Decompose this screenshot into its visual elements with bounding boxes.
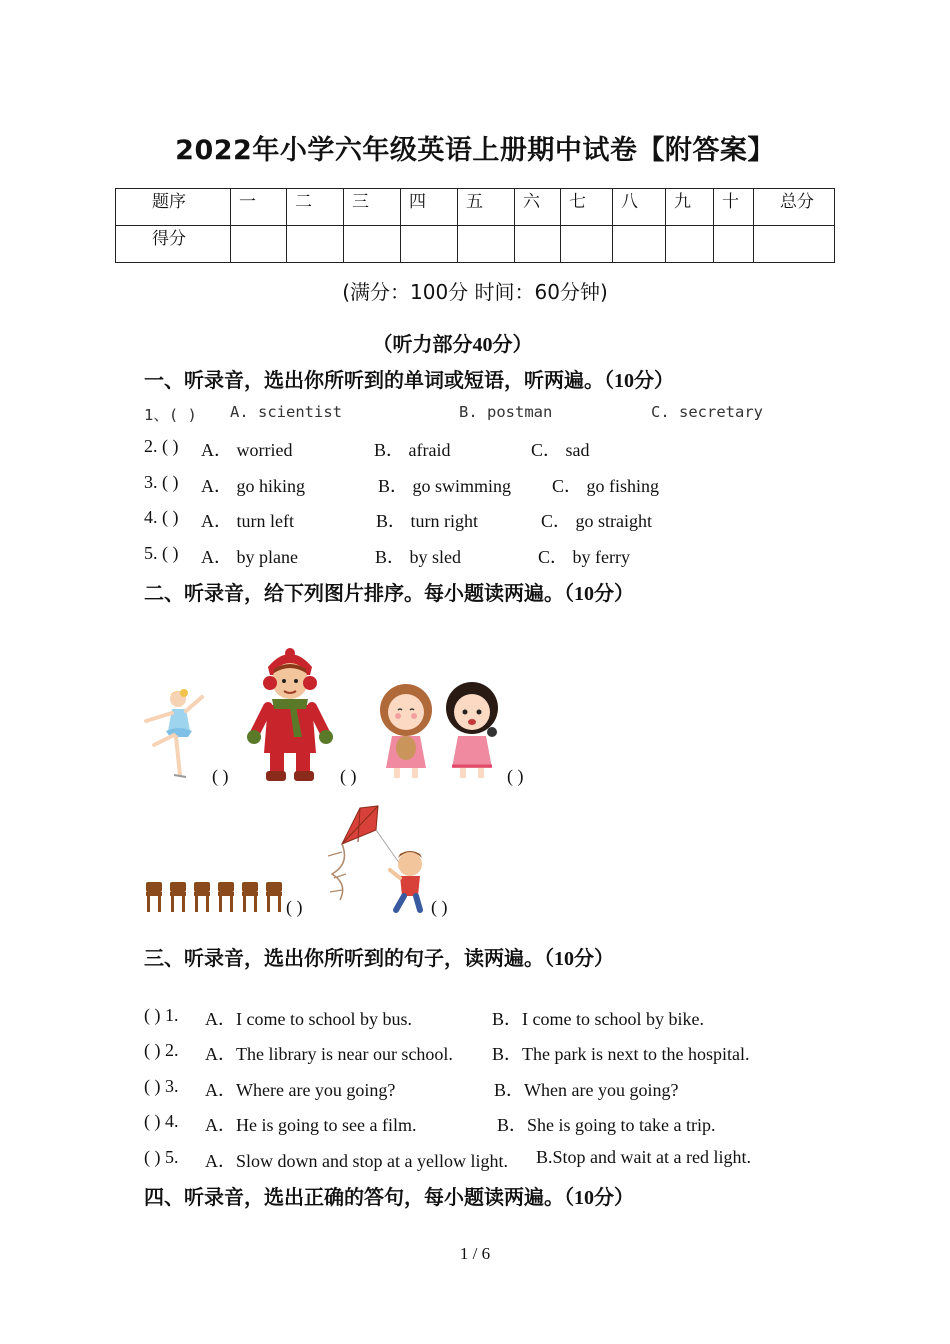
score-col-10: 十 — [714, 189, 754, 226]
q2-option-c: C． sad — [531, 440, 590, 460]
picture-3-answer[interactable]: ( ) — [507, 766, 524, 786]
score-col-3: 三 — [344, 189, 401, 226]
q4-number: 4. ( ) — [144, 507, 179, 527]
q4-option-c: C． go straight — [541, 511, 652, 531]
chairs-image — [144, 880, 286, 914]
q5-number: 5. ( ) — [144, 543, 179, 563]
q1-option-b: B. postman — [459, 403, 553, 421]
score-col-9: 九 — [666, 189, 714, 226]
s3-q2-option-b: B．The park is next to the hospital. — [492, 1044, 750, 1064]
q4-option-a: A． turn left — [201, 511, 294, 531]
score-table-header-row — [116, 189, 835, 226]
s3-q5-option-b: B.Stop and wait at a red light. — [536, 1147, 751, 1167]
score-col-7: 七 — [561, 189, 613, 226]
q5-option-c: C． by ferry — [538, 547, 630, 567]
score-col-total: 总分 — [754, 189, 835, 226]
q3-option-b: B． go swimming — [378, 476, 512, 496]
score-cell[interactable] — [714, 226, 754, 263]
score-col-8: 八 — [613, 189, 666, 226]
score-cell[interactable] — [344, 226, 401, 263]
score-cell[interactable] — [666, 226, 714, 263]
score-cell[interactable] — [613, 226, 666, 263]
s3-q2-option-a: A．The library is near our school. — [205, 1044, 453, 1064]
q5-option-b: B． by sled — [375, 547, 462, 567]
q2-number: 2. ( ) — [144, 436, 179, 456]
s3-q5-option-a: A．Slow down and stop at a yellow light. — [205, 1151, 508, 1171]
score-col-2: 二 — [287, 189, 344, 226]
picture-1-answer[interactable]: ( ) — [212, 766, 229, 786]
s3-q1-number: ( ) 1. — [144, 1005, 179, 1025]
q3-number: 3. ( ) — [144, 472, 179, 492]
score-time-info: (满分：100分 时间：60分钟) — [342, 280, 608, 304]
q2-option-b: B． afraid — [374, 440, 451, 460]
q1-option-c: C. secretary — [651, 403, 763, 421]
s3-q2-number: ( ) 2. — [144, 1040, 179, 1060]
score-cell[interactable] — [401, 226, 458, 263]
score-col-6: 六 — [515, 189, 561, 226]
ice-skater-image — [140, 685, 210, 785]
q2-option-a: A． worried — [201, 440, 293, 460]
page-number: 1 / 6 — [459, 1244, 491, 1263]
s3-q4-number: ( ) 4. — [144, 1111, 179, 1131]
s3-q4-option-a: A．He is going to see a film. — [205, 1115, 417, 1135]
s3-q5-number: ( ) 5. — [144, 1147, 179, 1167]
s3-q1-option-a: A．I come to school by bus. — [205, 1009, 412, 1029]
score-cell[interactable] — [754, 226, 835, 263]
score-col-4: 四 — [401, 189, 458, 226]
score-table-row2-label: 得分 — [116, 226, 231, 263]
q5-option-a: A． by plane — [201, 547, 298, 567]
score-cell[interactable] — [287, 226, 344, 263]
picture-5-answer[interactable]: ( ) — [431, 897, 448, 917]
score-table — [115, 188, 835, 263]
section3-heading: 三、听录音，选出你所听到的句子，读两遍。（10分） — [144, 948, 614, 970]
score-cell[interactable] — [231, 226, 287, 263]
kite-flying-boy-image — [320, 804, 430, 916]
winter-boy-image — [244, 645, 336, 785]
singing-girls-image — [374, 680, 506, 784]
score-col-1: 一 — [231, 189, 287, 226]
q3-option-c: C． go fishing — [552, 476, 660, 496]
q1-option-a: A. scientist — [230, 403, 342, 421]
s3-q3-number: ( ) 3. — [144, 1076, 179, 1096]
listening-part-label: （听力部分40分） — [372, 334, 533, 356]
s3-q1-option-b: B．I come to school by bike. — [492, 1009, 704, 1029]
score-col-5: 五 — [458, 189, 515, 226]
q1-number: 1、( ) — [144, 406, 197, 424]
s3-q4-option-b: B．She is going to take a trip. — [497, 1115, 716, 1135]
s3-q3-option-a: A．Where are you going? — [205, 1080, 396, 1100]
score-cell[interactable] — [458, 226, 515, 263]
score-table-row1-label: 题序 — [116, 189, 231, 226]
score-cell[interactable] — [561, 226, 613, 263]
s3-q3-option-b: B．When are you going? — [494, 1080, 679, 1100]
q4-option-b: B． turn right — [376, 511, 478, 531]
picture-2-answer[interactable]: ( ) — [340, 766, 357, 786]
score-table-score-row — [116, 226, 835, 263]
section4-heading: 四、听录音，选出正确的答句，每小题读两遍。（10分） — [144, 1187, 634, 1209]
section1-heading: 一、听录音，选出你所听到的单词或短语，听两遍。（10分） — [144, 370, 674, 392]
q3-option-a: A． go hiking — [201, 476, 306, 496]
picture-4-answer[interactable]: ( ) — [286, 897, 303, 917]
section2-heading: 二、听录音，给下列图片排序。每小题读两遍。（10分） — [144, 583, 634, 605]
exam-title: 2022年小学六年级英语上册期中试卷【附答案】 — [175, 135, 775, 166]
score-cell[interactable] — [515, 226, 561, 263]
